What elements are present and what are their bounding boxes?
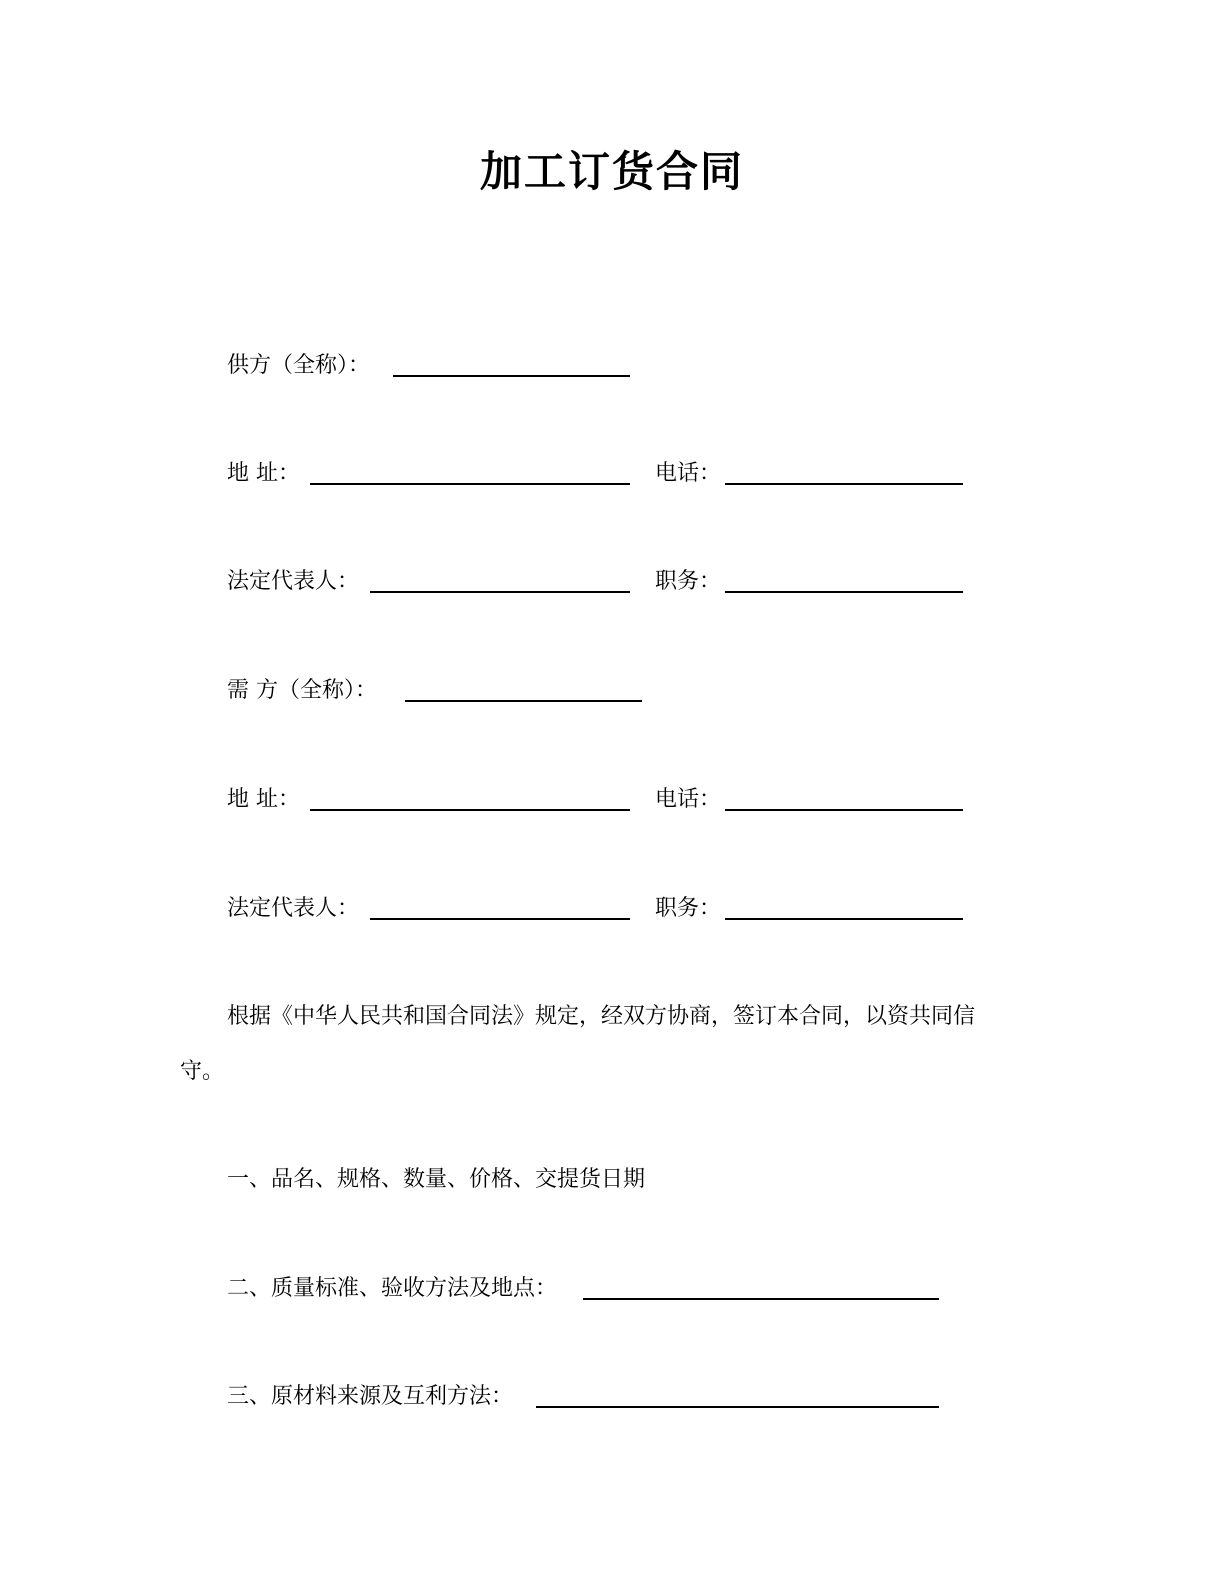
document-title: 加工订货合同 <box>479 147 744 196</box>
demander-phone-label: 电话： <box>655 787 722 812</box>
demander-position-field[interactable] <box>725 918 963 920</box>
supplier-address-label: 地 址： <box>227 461 300 486</box>
demander-name-label: 需 方（全称）： <box>227 678 377 703</box>
demander-phone-field[interactable] <box>725 809 963 811</box>
demander-position-label: 职务： <box>655 896 722 921</box>
section-3-heading: 三、原材料来源及互利方法： <box>227 1384 514 1409</box>
supplier-name-field[interactable] <box>393 375 630 377</box>
demander-legal-rep-label: 法定代表人： <box>227 896 360 921</box>
supplier-phone-field[interactable] <box>725 483 963 485</box>
supplier-position-field[interactable] <box>725 591 963 593</box>
preamble-line-2: 守。 <box>180 1059 225 1084</box>
section-1-heading: 一、品名、规格、数量、价格、交提货日期 <box>227 1167 646 1192</box>
section-2-field[interactable] <box>583 1298 939 1300</box>
supplier-position-label: 职务： <box>655 569 722 594</box>
supplier-address-field[interactable] <box>310 483 630 485</box>
demander-name-field[interactable] <box>405 700 642 702</box>
preamble-line-1: 根据《中华人民共和国合同法》规定，经双方协商，签订本合同，以资共同信 <box>227 1004 976 1029</box>
supplier-name-label: 供方（全称）： <box>227 353 371 378</box>
demander-address-field[interactable] <box>310 809 630 811</box>
section-3-field[interactable] <box>536 1406 939 1408</box>
supplier-legal-rep-label: 法定代表人： <box>227 569 360 594</box>
supplier-phone-label: 电话： <box>655 461 722 486</box>
demander-address-label: 地 址： <box>227 787 300 812</box>
section-2-heading: 二、质量标准、验收方法及地点： <box>227 1276 558 1301</box>
demander-legal-rep-field[interactable] <box>370 918 630 920</box>
supplier-legal-rep-field[interactable] <box>370 591 630 593</box>
